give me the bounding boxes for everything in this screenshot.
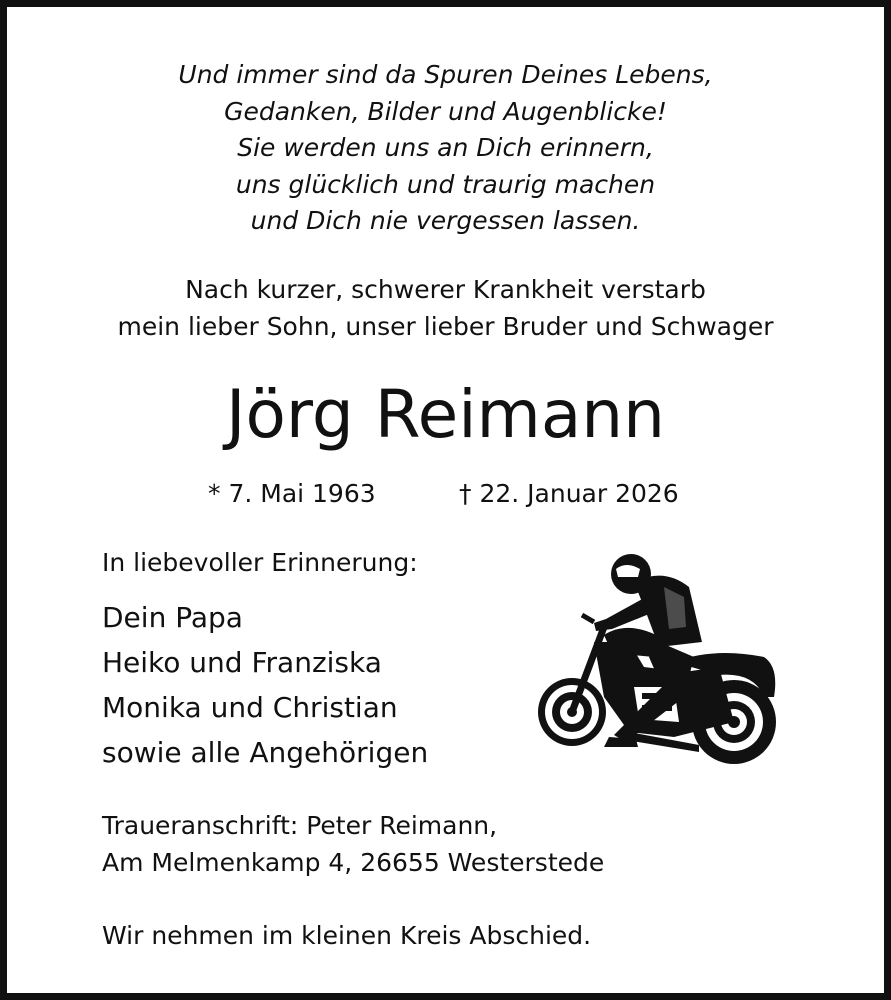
address-line: Traueranschrift: Peter Reimann, [102,811,498,840]
poem-line: und Dich nie vergessen lassen. [250,206,641,235]
mourner-item: Monika und Christian [102,691,398,724]
memory-heading: In liebevoller Erinnerung: [102,548,418,577]
mourner-item: sowie alle Angehörigen [102,736,429,769]
farewell-note: Wir nehmen im kleinen Kreis Abschied. [102,921,592,950]
poem-line: Gedanken, Bilder und Augenblicke! [224,96,667,126]
announcement-line: Nach kurzer, schwerer Krankheit verstarb [185,275,706,304]
deceased-name: Jörg Reimann [226,376,665,453]
birth-date: * 7. Mai 1963 [208,479,376,508]
motorcycle-rider-icon [534,547,784,772]
poem-line: Und immer sind da Spuren Deines Lebens, [178,60,713,89]
memorial-poem [7,57,884,240]
address-line: Am Melmenkamp 4, 26655 Westerstede [102,847,605,877]
mourner-item: Heiko und Franziska [102,646,382,679]
poem-line: uns glücklich und traurig machen [235,169,656,199]
mourning-address [102,808,604,881]
mourners-list [102,595,428,775]
death-announcement [7,272,884,345]
poem-line: Sie werden uns an Dich erinnern, [237,133,654,162]
death-date: † 22. Januar 2026 [459,479,679,508]
announcement-line: mein lieber Sohn, unser lieber Bruder und Schwager [117,311,774,341]
mourner-item: Dein Papa [102,601,243,634]
